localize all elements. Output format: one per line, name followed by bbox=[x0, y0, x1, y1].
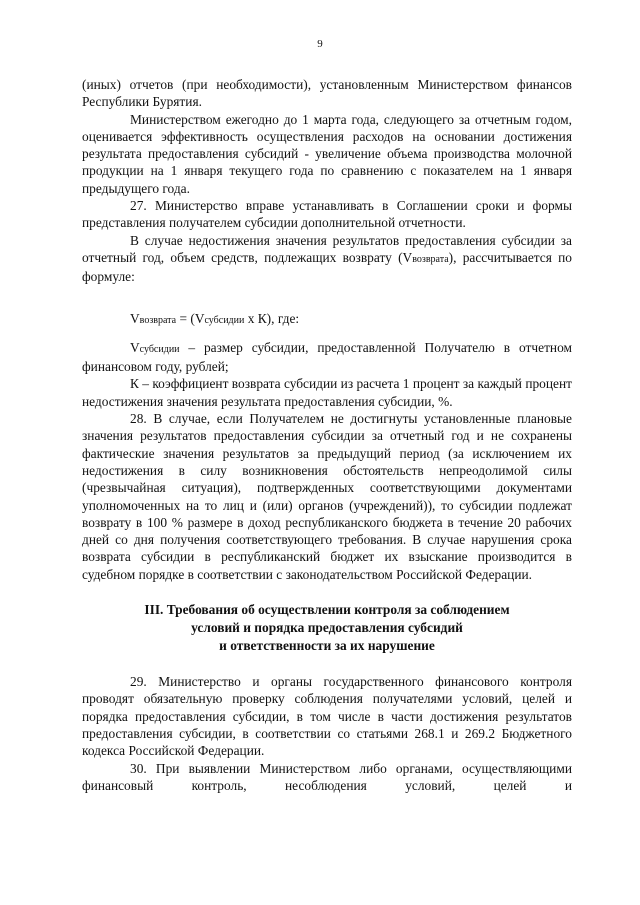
definition-v-subsidy bbox=[82, 339, 572, 376]
return-intro-text: В случае недостижения значения результатов предоставления субсидии за отчетный год, объем средств, подлежащих возврату (V bbox=[82, 232, 572, 265]
def-v-text: – размер субсидии, предоставленной Получателю в отчетном финансовом году, рублей; bbox=[82, 339, 572, 375]
paragraph-28: 28. В случае, если Получателем не достигнуты установленные плановые значения результатов предоставления субсидии за отчетный год и не сохранены фактические значения результатов за предыдущий период (за исключением их недостижения в силу возникновения обстоятельств непреодолимой силы (чрезвычайная ситуация), подтвержденных соответствующими документами уполномоченных на то лиц и (или) органов (учреждений)), то субсидии подлежат возврату в 100 % размере в доход республиканского бюджета в течение 20 рабочих дней со дня получения соответствующего требования. В случае нарушения срока возврата субсидии в республиканский бюджет их взыскание производится в судебном порядке в соответствии с законодательством Российской Федерации. bbox=[82, 411, 572, 582]
paragraph-30: 30. При выявлении Министерством либо органами, осуществляющими финансовый контроль, несоблюдения условий, целей и bbox=[82, 760, 572, 793]
def-v-subscript: субсидии bbox=[139, 343, 180, 355]
return-subscript: возврата bbox=[412, 253, 449, 265]
paragraph-27: 27. Министерство вправе устанавливать в Соглашении сроки и формы представления получателем субсидии дополнительной отчетности. bbox=[82, 198, 572, 231]
document-body bbox=[82, 76, 572, 794]
formula-mid: = (V bbox=[176, 310, 205, 326]
return-intro-suffix: ), рассчитывается по формуле: bbox=[82, 249, 572, 285]
definition-k: К – коэффициент возврата субсидии из расчета 1 процент за каждый процент недостижения значения результата предоставления субсидии, %. bbox=[82, 376, 572, 409]
def-v-symbol: V bbox=[130, 339, 140, 355]
formula-end: x К), где: bbox=[244, 310, 300, 326]
return-formula bbox=[82, 286, 572, 339]
section-heading bbox=[82, 583, 572, 673]
paragraph-return-formula-intro bbox=[82, 232, 572, 286]
formula-v: V bbox=[130, 310, 140, 326]
formula-sub-return: возврата bbox=[139, 314, 177, 326]
heading-line-2: условий и порядка предоставления субсидий bbox=[191, 620, 463, 636]
formula-sub-subsidy: субсидии bbox=[204, 314, 245, 326]
page-number: 9 bbox=[317, 38, 323, 50]
paragraph-29: 29. Министерство и органы государственного финансового контроля проводят обязательную проверку соблюдения получателями условий, целей и порядка предоставления субсидии, в том числе в части достижения результатов предоставления субсидии, в соответствии со статьями 268.1 и 269.2 Бюджетного кодекса Российской Федерации. bbox=[82, 674, 572, 759]
paragraph-intro: (иных) отчетов (при необходимости), установленным Министерством финансов Республики Бурятия. bbox=[82, 77, 572, 110]
heading-line-1: III. Требования об осуществлении контроля за соблюдением bbox=[144, 602, 510, 618]
paragraph-ministry-evaluation: Министерством ежегодно до 1 марта года, следующего за отчетным годом, оценивается эффективность осуществления расходов на основании достижения результата предоставления субсидий - увеличение объема производства молочной продукции на 1 января текущего года по сравнению с показателем на 1 января предыдущего года. bbox=[82, 111, 572, 196]
heading-line-3: и ответственности за их нарушение bbox=[219, 638, 435, 654]
